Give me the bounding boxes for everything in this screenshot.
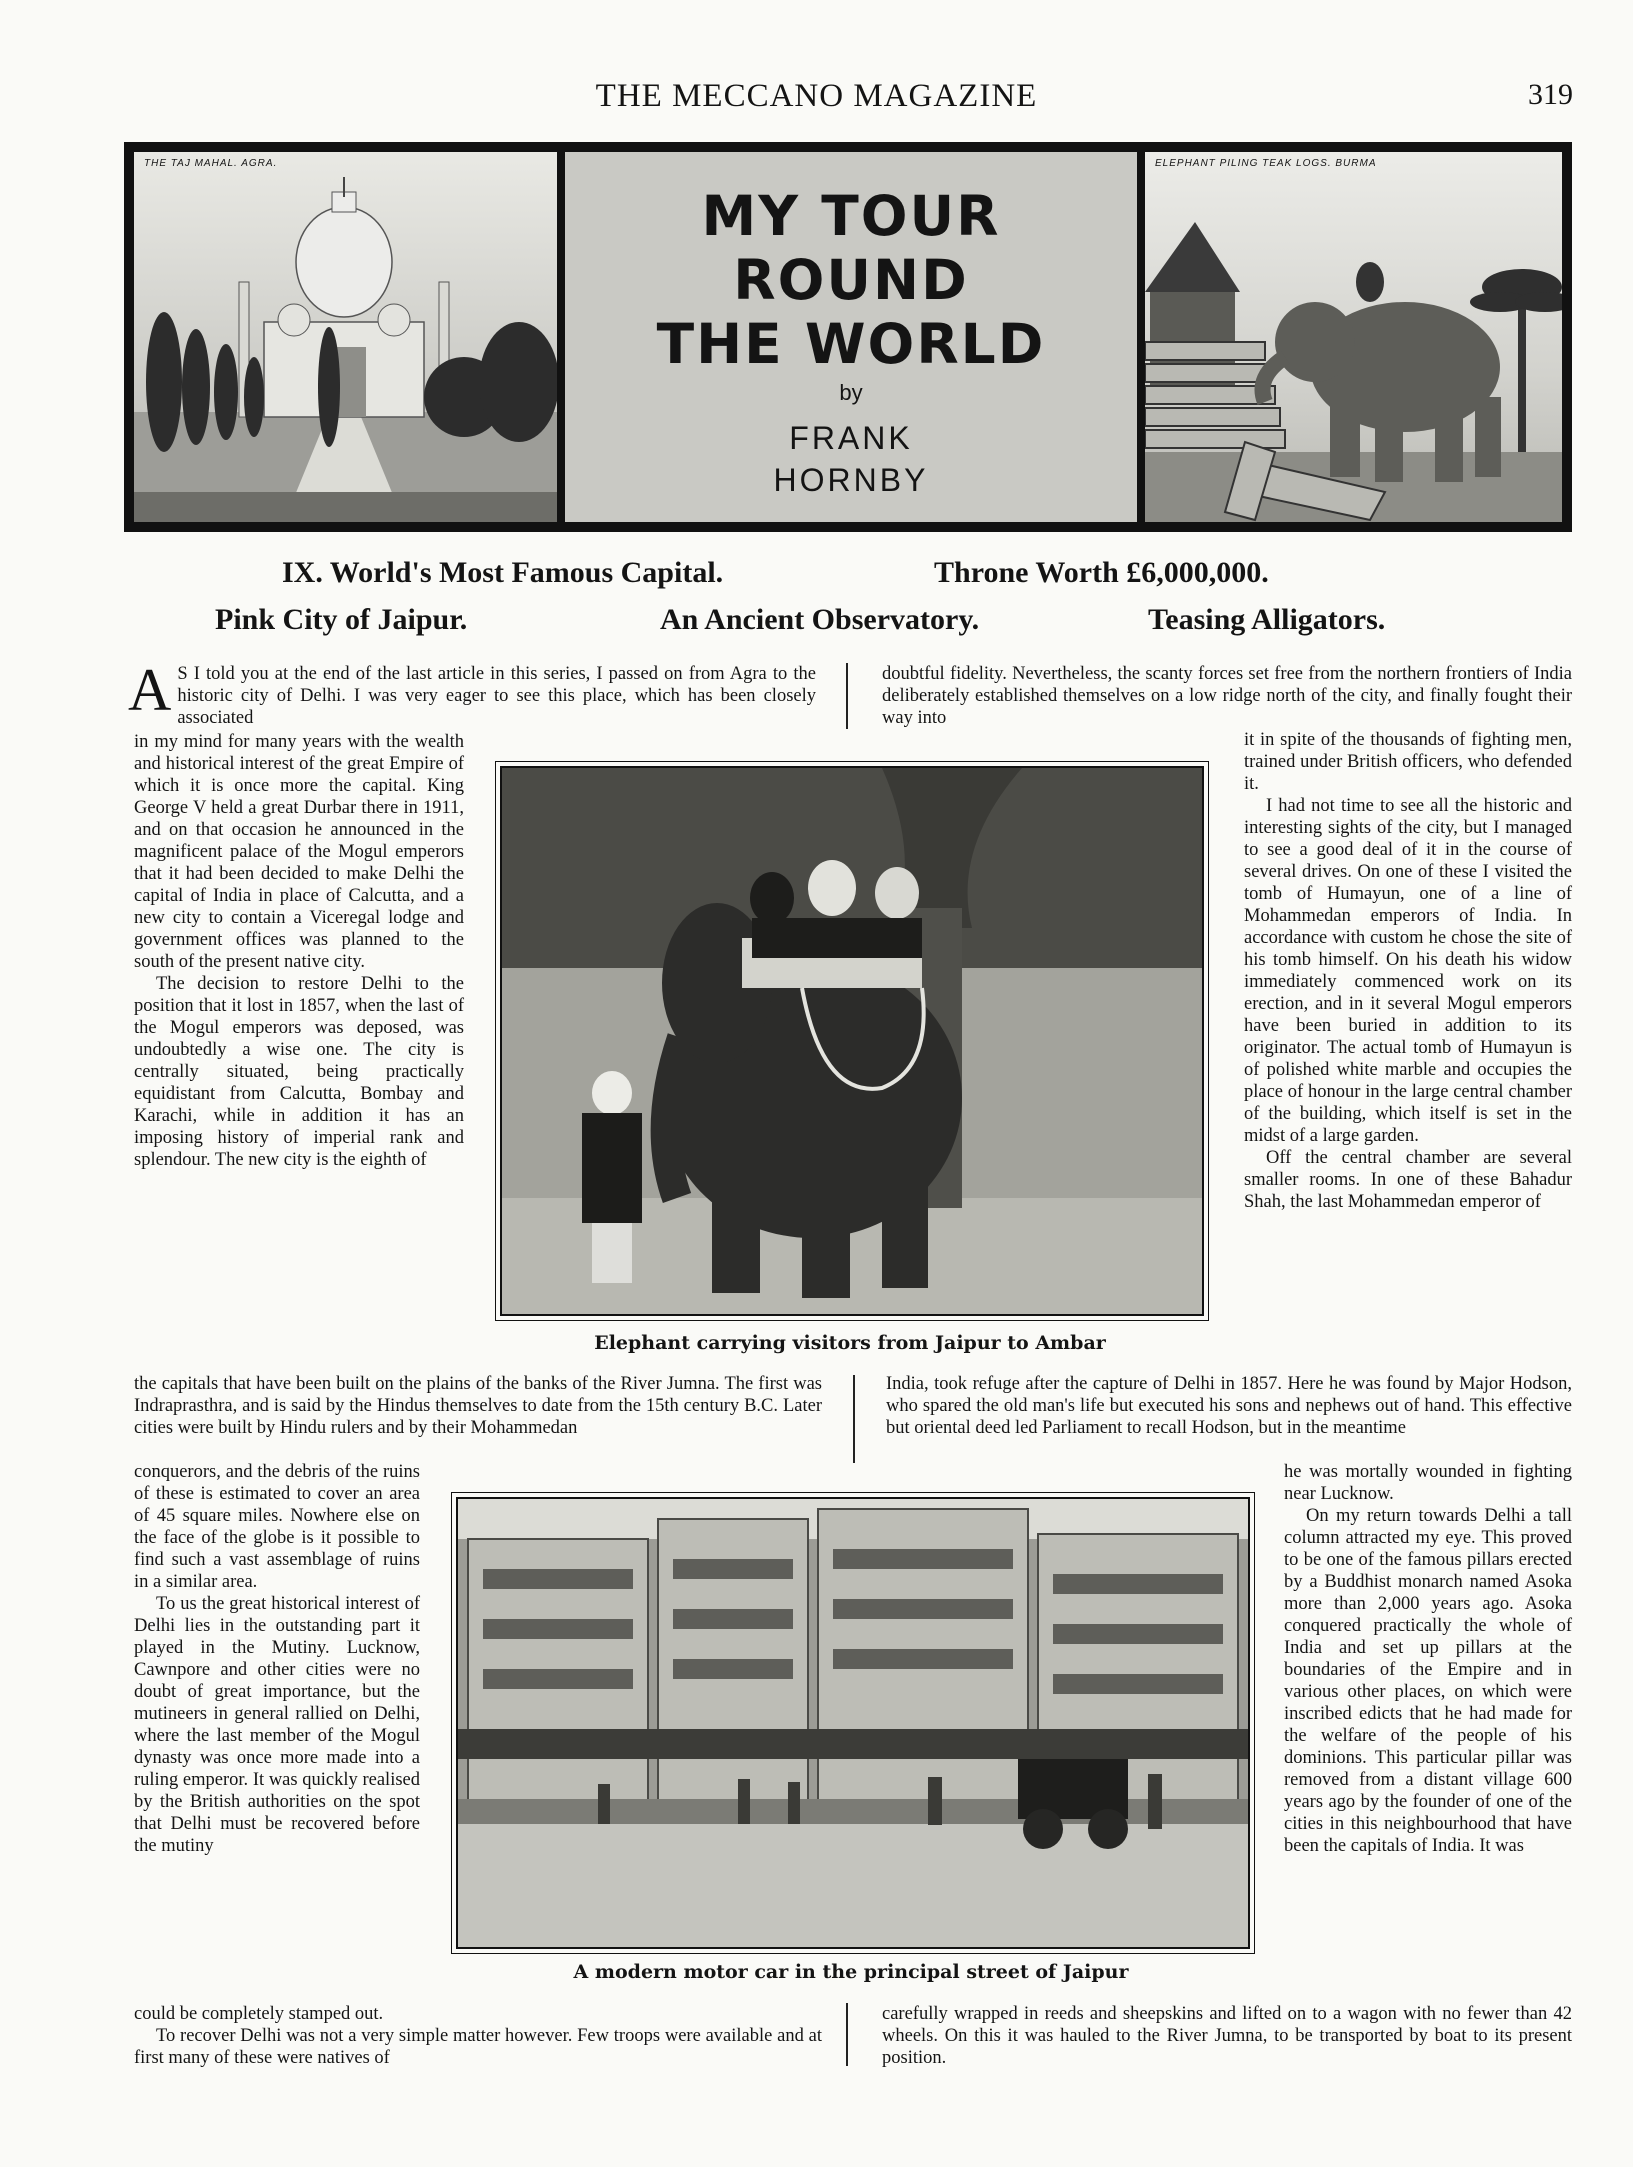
column-rule	[846, 2003, 848, 2066]
paragraph: carefully wrapped in reeds and sheepskins and lifted on to a wagon with no fewer than 42 wheels. On this it was hauled to the River Jumna, to be transported by boat to its present position.	[882, 2004, 1572, 2068]
text-right-mid	[886, 1373, 1572, 1439]
paragraph: On my return towards Delhi a tall column attracted my eye. This proved to be one of the famous pillars erected by a Buddhist monarch named Asoka more than 2,000 years ago. Asoka conquered practically the whole of India and set up pillars at the boundaries of the Empire and in various other places, on which were inscribed edicts that he had made for the welfare of the people of his dominions. This particular pillar was removed from a distant village 600 years ago by the founder of one of the cities in this neighbourhood that have been the capitals of India. It was	[1284, 1506, 1572, 1856]
title-panel	[565, 152, 1137, 522]
text-left-mid	[134, 1373, 822, 1439]
paragraph: he was mortally wounded in fighting near Lucknow.	[1284, 1462, 1572, 1504]
text-left-narrow-a	[134, 731, 464, 1171]
taj-mahal-caption: THE TAJ MAHAL. AGRA.	[144, 158, 278, 169]
paragraph: could be completely stamped out.	[134, 2004, 384, 2024]
taj-mahal-drawing	[134, 152, 557, 522]
text-left-top	[128, 657, 816, 729]
paragraph: Off the central chamber are several smaller rooms. In one of these Bahadur Shah, the last Mohammedan emperor of	[1244, 1148, 1572, 1212]
paragraph: To us the great historical interest of Delhi lies in the outstanding part it played in the Mutiny. Lucknow, Cawnpore and other cities were no doubt of great importance, but the mutineers in general rallied on Delhi, where the last member of the Mogul dynasty was once more made into a ruling emperor. It was quickly realised by the British authorities on the spot that Delhi must be recovered before the mutiny	[134, 1594, 420, 1856]
title-banner	[124, 142, 1572, 532]
street-photo	[456, 1497, 1250, 1949]
street-photo-image	[458, 1499, 1248, 1947]
paragraph: S I told you at the end of the last article in this series, I passed on from Agra to the historic city of Delhi. I was very eager to see this place, which has been closely associated	[177, 664, 816, 728]
article-title: MY TOUR ROUND THE WORLD	[656, 184, 1046, 376]
paragraph: The decision to restore Delhi to the position that it lost in 1857, when the last of the Mogul emperors was deposed, was undoubtedly a wise one. The city is centrally situated, being practically equidistant from Calcutta, Bombay and Karachi, while in addition it has an imposing history of imperial rank and splendour. The new city is the eighth of	[134, 974, 464, 1170]
column-rule	[846, 663, 848, 729]
elephant-teak-caption: ELEPHANT PILING TEAK LOGS. BURMA	[1155, 158, 1377, 169]
paragraph: I had not time to see all the historic and interesting sights of the city, but I managed to see a good deal of it in the course of several drives. On one of these I visited the tomb of Humayun, one of a line of Mohammedan emperors of India. In accordance with custom he chose the site of his tomb himself. On his death his widow immediately commenced work on its erection, and in it several Mogul emperors have been buried in addition to its originator. The actual tomb of Humayun is of polished white marble and occupies the place of honour in the large central chamber of the building, which itself is set in the midst of a large garden.	[1244, 796, 1572, 1146]
street-photo-caption: A modern motor car in the principal street of Jaipur	[573, 1961, 1129, 1983]
paragraph: doubtful fidelity. Nevertheless, the scanty forces set free from the northern frontiers of India deliberately established themselves on a low ridge north of the city, and finally fought their way into	[882, 664, 1572, 728]
subtitle-pink-city: Pink City of Jaipur.	[215, 603, 468, 636]
paragraph: India, took refuge after the capture of Delhi in 1857. Here he was found by Major Hodson, who spared the old man's life but executed his sons and nephews out of hand. This effective but oriental deed led Parliament to recall Hodson, but in the meantime	[886, 1374, 1572, 1438]
elephant-photo-image	[502, 768, 1202, 1314]
paragraph: it in spite of the thousands of fighting men, trained under British officers, who defended it.	[1244, 730, 1572, 794]
byline-by: by	[839, 380, 863, 405]
page-number: 319	[1528, 78, 1573, 111]
text-right-narrow-a	[1244, 729, 1572, 1213]
author-name: FRANK HORNBY	[773, 420, 929, 498]
column-rule	[853, 1375, 855, 1463]
taj-mahal-illustration	[134, 152, 557, 522]
subtitle-observatory: An Ancient Observatory.	[660, 603, 980, 636]
text-left-bottom	[134, 2003, 822, 2069]
text-left-narrow-b	[134, 1461, 420, 1857]
elephant-teak-drawing	[1145, 152, 1562, 522]
text-right-bottom	[882, 2003, 1572, 2069]
text-right-top	[882, 663, 1572, 729]
subtitle-alligators: Teasing Alligators.	[1148, 603, 1386, 636]
subtitle-throne: Throne Worth £6,000,000.	[934, 556, 1269, 589]
paragraph: conquerors, and the debris of the ruins of these is estimated to cover an area of 45 square miles. Nowhere else on the face of the globe is it possible to find such a vast assemblage of ruins in a similar area.	[134, 1462, 420, 1592]
paragraph: To recover Delhi was not a very simple matter however. Few troops were available and at first many of these were natives of	[134, 2026, 822, 2068]
elephant-photo	[500, 766, 1204, 1316]
drop-cap: A	[128, 657, 172, 723]
paragraph: the capitals that have been built on the plains of the banks of the River Jumna. The first was Indraprasthra, and is said by the Hindus themselves to date from the 15th century B.C. Later cities were built by Hindu rulers and by their Mohammedan	[134, 1374, 822, 1438]
elephant-photo-caption: Elephant carrying visitors from Jaipur to Ambar	[594, 1332, 1106, 1354]
running-title: THE MECCANO MAGAZINE	[595, 78, 1038, 114]
elephant-teak-illustration	[1145, 152, 1562, 522]
text-right-narrow-b	[1284, 1461, 1572, 1857]
paragraph: in my mind for many years with the wealth and historical interest of the great Empire of which it is once more the capital. King George V held a great Durbar there in 1911, and on that occasion he announced in the magnificent palace of the Mogul emperors that it had been decided to make Delhi the capital of India in place of Calcutta, and a new city to contain a Viceregal lodge and government offices was planned to the south of the present native city.	[134, 732, 464, 972]
subtitle-capital: IX. World's Most Famous Capital.	[282, 556, 724, 589]
